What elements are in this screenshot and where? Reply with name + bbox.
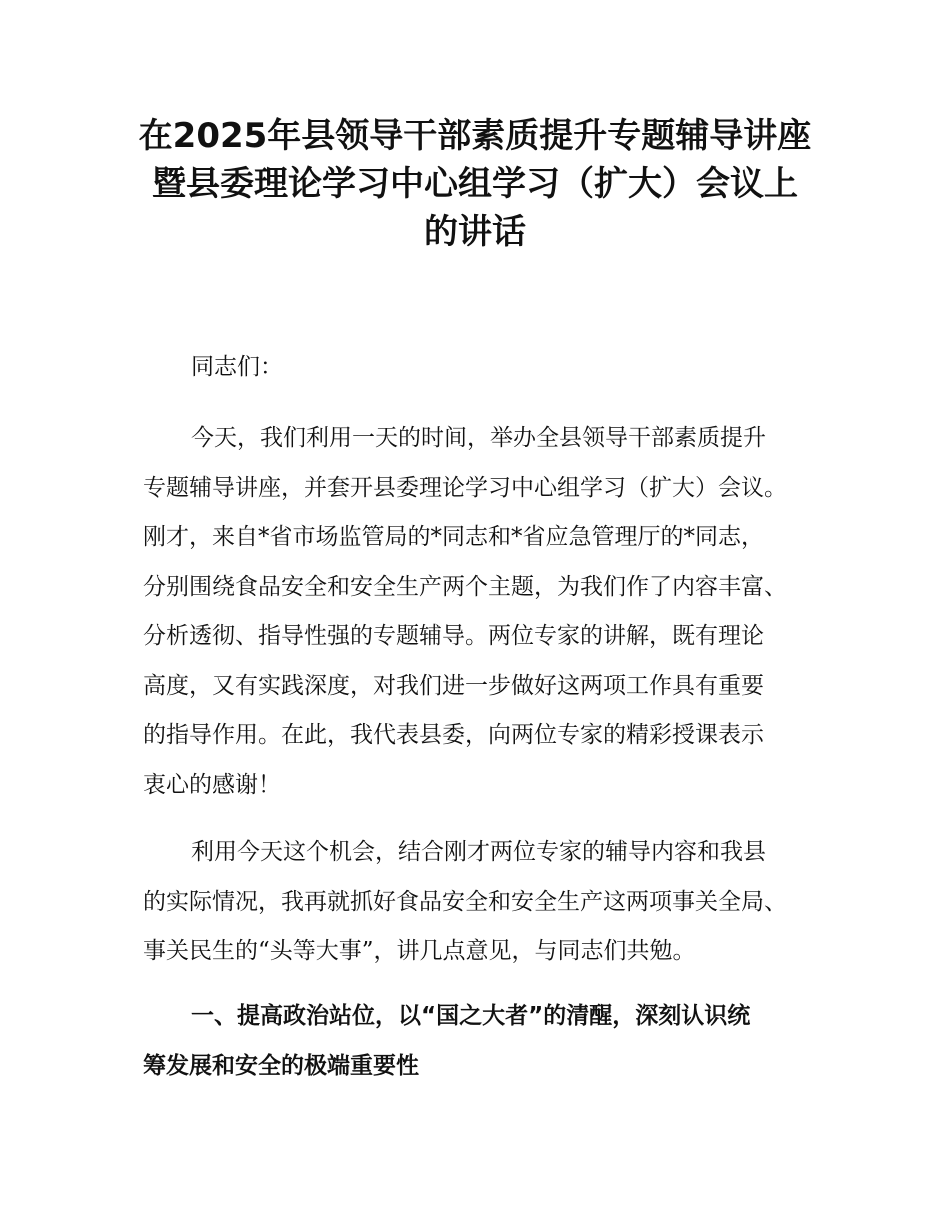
section-heading-1 xyxy=(143,992,823,1091)
paragraph-line: 刚才，来自*省市场监管局的*同志和*省应急管理厅的*同志， xyxy=(143,524,764,550)
title-line: 在2025年县领导干部素质提升专题辅导讲座 xyxy=(138,116,812,156)
paragraph-intro xyxy=(143,828,823,977)
salutation xyxy=(143,343,823,393)
title-line: 的讲话 xyxy=(424,212,526,252)
paragraph-line: 分别围绕食品安全和安全生产两个主题，为我们作了内容丰富、 xyxy=(143,573,787,600)
heading-line: 一、提高政治站位，以“国之大者”的清醒，深刻认识统 xyxy=(191,1003,751,1029)
title-line: 暨县委理论学习中心组学习（扩大）会议上 xyxy=(152,164,798,204)
document-title xyxy=(0,112,950,256)
paragraph-line: 利用今天这个机会，结合刚才两位专家的辅导内容和我县 xyxy=(191,839,766,865)
salutation-text: 同志们： xyxy=(191,354,283,380)
paragraph-line: 高度，又有实践深度，对我们进一步做好这两项工作具有重要 xyxy=(143,672,764,699)
paragraph-line: 分析透彻、指导性强的专题辅导。两位专家的讲解，既有理论 xyxy=(143,623,764,649)
paragraph-line: 事关民生的“头等大事”，讲几点意见，与同志们共勉。 xyxy=(143,938,696,964)
paragraph-line: 衷心的感谢！ xyxy=(143,771,281,798)
paragraph-line: 今天，我们利用一天的时间，举办全县领导干部素质提升 xyxy=(191,425,766,451)
paragraph-line: 的实际情况，我再就抓好食品安全和安全生产这两项事关全局、 xyxy=(143,888,787,915)
heading-line: 筹发展和安全的极端重要性 xyxy=(143,1052,419,1079)
paragraph-line: 的指导作用。在此，我代表县委，向两位专家的精彩授课表示 xyxy=(143,722,764,748)
paragraph-line: 专题辅导讲座，并套开县委理论学习中心组学习（扩大）会议。 xyxy=(143,474,787,501)
paragraph-opening xyxy=(143,414,823,810)
